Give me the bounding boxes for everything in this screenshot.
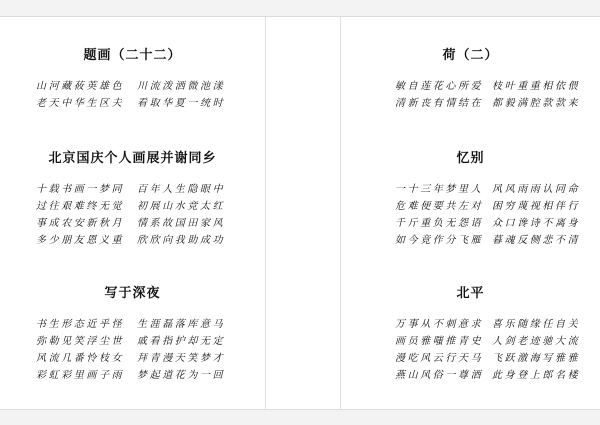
poem-xieyu-shenye — [0, 285, 265, 381]
poem-column-2 — [137, 316, 225, 384]
poem-line: 多少朋友恩义重 — [36, 235, 125, 246]
poem-column-1 — [395, 181, 483, 249]
poem-line: 喜乐随缘任自关 — [492, 319, 581, 330]
poem-title: 北京国庆个人画展并谢同乡 — [48, 151, 217, 166]
poem-line: 书生形态近乎怪 — [36, 319, 125, 330]
poem-line: 危难便要共左对 — [395, 201, 484, 212]
poem-line: 枝叶重重相依偎 — [492, 81, 581, 92]
poem-line: 山河藏莜英雄色 — [36, 81, 125, 92]
right-page — [341, 17, 600, 409]
poem-beijing-guoqing — [0, 150, 265, 246]
book-spread — [0, 16, 600, 410]
poem-line: 欣欣向我助成功 — [137, 235, 226, 246]
poem-line: 戚看指护却无定 — [137, 336, 226, 347]
poem-line: 弥勒见笑浮尘世 — [36, 336, 125, 347]
poem-line: 千斤重负无怨语 — [395, 218, 484, 229]
poem-line: 如今竟作分飞雁 — [395, 235, 484, 246]
poem-column-1 — [36, 181, 124, 249]
poem-line: 生涯磊落库意马 — [137, 319, 226, 330]
poem-column-1 — [395, 316, 483, 384]
poem-title: 写于深夜 — [104, 286, 161, 301]
poem-line: 万事从不刺意求 — [395, 319, 484, 330]
poem-column-1 — [36, 78, 124, 112]
poem-line: 漫吃风云行天马 — [395, 353, 484, 364]
poem-line: 众口谗诗不离身 — [492, 218, 581, 229]
poem-line: 此身登上郎名楼 — [492, 370, 581, 381]
poem-column-2 — [492, 78, 580, 112]
poem-beiping — [341, 285, 600, 381]
poem-he — [341, 47, 600, 109]
left-page — [0, 17, 265, 409]
poem-column-2 — [492, 316, 580, 384]
poem-line: 彩虹彩里画子雨 — [36, 370, 125, 381]
poem-line: 风风雨雨认同命 — [492, 184, 581, 195]
poem-line: 画员雅嗤推青史 — [395, 336, 484, 347]
book-gutter — [265, 17, 341, 409]
poem-line: 风流几番怜枝女 — [36, 353, 125, 364]
poem-line: 都毅满腔款款来 — [492, 98, 581, 109]
poem-line: 看取华夏一统时 — [137, 98, 226, 109]
poem-title: 题画（二十二） — [83, 48, 182, 63]
poem-line: 拜青漫天笑梦才 — [137, 353, 226, 364]
poem-tihua — [0, 47, 265, 109]
poem-line: 川流泼洒微池漾 — [137, 81, 226, 92]
poem-line: 情系故国田家风 — [137, 218, 226, 229]
poem-column-2 — [492, 181, 580, 249]
poem-line: 初展山水竞太红 — [137, 201, 226, 212]
poem-line: 一十三年梦里人 — [395, 184, 484, 195]
poem-line: 百年人生隐眼中 — [137, 184, 226, 195]
poem-yibie — [341, 150, 600, 246]
poem-title: 北平 — [456, 286, 485, 301]
poem-title: 荷（二） — [442, 48, 499, 63]
poem-line: 燕山风俗一尊酒 — [395, 370, 484, 381]
poem-column-1 — [395, 78, 483, 112]
poem-line: 困穷蔑视相伴行 — [492, 201, 581, 212]
poem-line: 事成农安新秋月 — [36, 218, 125, 229]
poem-line: 敏自莲花心所爱 — [395, 81, 484, 92]
poem-column-2 — [137, 181, 225, 249]
poem-line: 老天中华生区夫 — [36, 98, 125, 109]
poem-line: 梦起道花为一回 — [137, 370, 226, 381]
poem-column-1 — [36, 316, 124, 384]
poem-line: 十载书画一梦同 — [36, 184, 125, 195]
poem-column-2 — [137, 78, 225, 112]
poem-line: 人剑老迹驰大流 — [492, 336, 581, 347]
poem-line: 清新丧有情结在 — [395, 98, 484, 109]
poem-line: 暮魂反侧悲不清 — [492, 235, 581, 246]
poem-title: 忆别 — [456, 151, 485, 166]
poem-line: 飞跃激海写雅雅 — [492, 353, 581, 364]
poem-line: 过往艰难终无觉 — [36, 201, 125, 212]
